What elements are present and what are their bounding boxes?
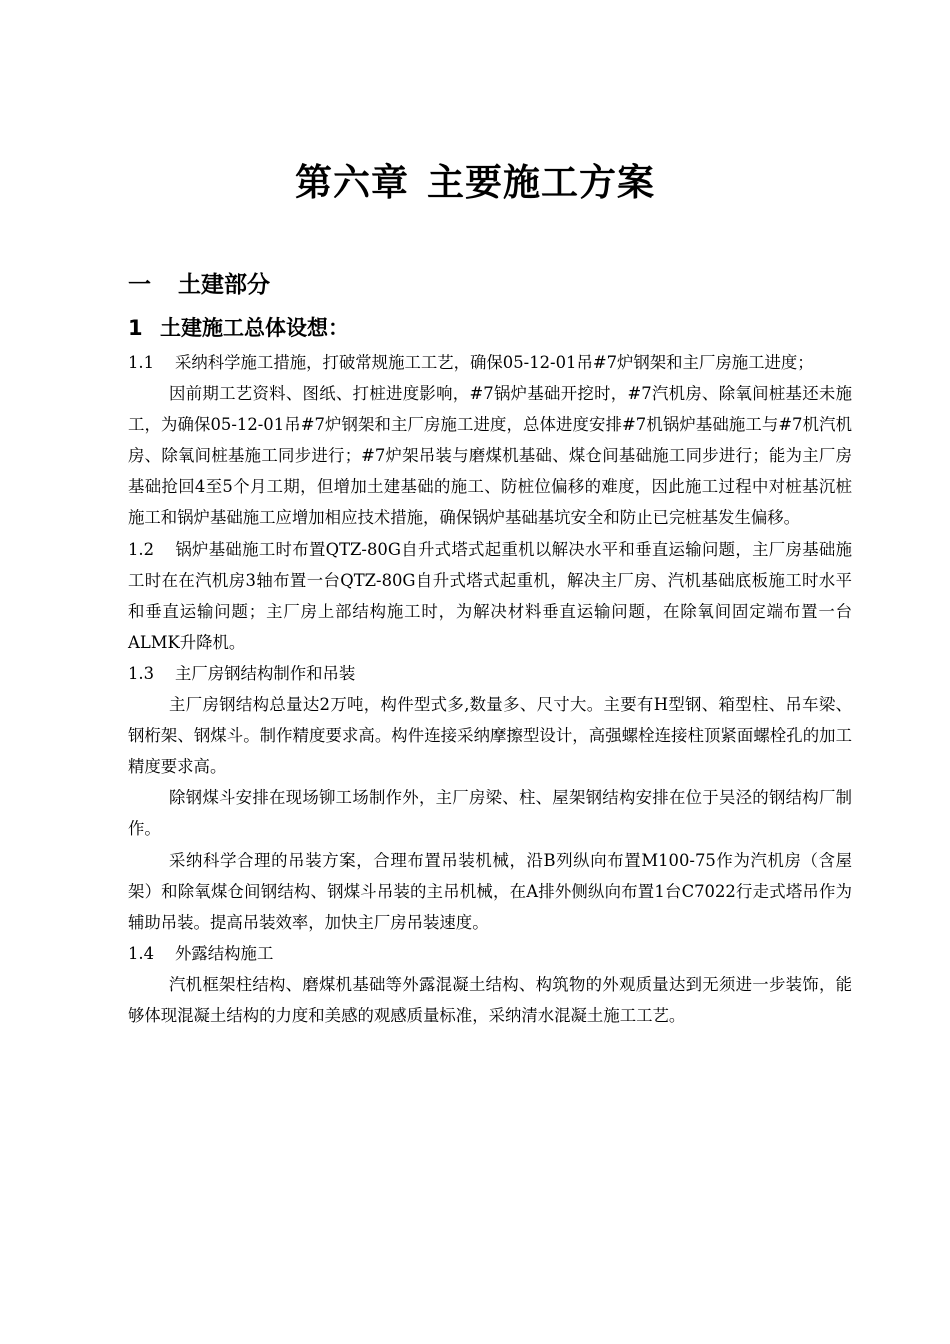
paragraph: 除钢煤斗安排在现场铆工场制作外，主厂房梁、柱、屋架钢结构安排在位于吴泾的钢结构厂制作。: [128, 788, 852, 839]
subsection-title: 土建施工总体设想：: [160, 316, 349, 340]
section-heading: [128, 266, 270, 299]
subsection-heading: [128, 312, 349, 342]
item-number: 1.2: [128, 539, 155, 559]
item-text: 外露结构施工: [175, 943, 274, 963]
paragraph: 采纳科学合理的吊装方案，合理布置吊装机械，沿B列纵向布置M100-75作为汽机房（含屋架）和除氧煤仓间钢结构、钢煤斗吊装的主吊机械，在A排外侧纵向布置1台C7022行走式塔吊作为辅助吊装。提高吊装效率，加快主厂房吊装速度。: [128, 850, 852, 932]
item-number: 1.4: [128, 943, 155, 963]
section-title: 土建部分: [178, 272, 270, 298]
item-1-2: [128, 534, 852, 658]
paragraph: 汽机框架柱结构、磨煤机基础等外露混凝土结构、构筑物的外观质量达到无须进一步装饰，能够体现混凝土结构的力度和美感的观感质量标准，采纳清水混凝土施工工艺。: [128, 974, 852, 1025]
chapter-title: [0, 152, 950, 206]
item-text: 主厂房钢结构制作和吊装: [175, 663, 356, 683]
paragraph: 因前期工艺资料、图纸、打桩进度影响，#7锅炉基础开挖时，#7汽机房、除氧间桩基还未施工，为确保05-12-01吊#7炉钢架和主厂房施工进度，总体进度安排#7机锅炉基础施工与#7机汽机房、除氧间桩基施工同步进行；#7炉架吊装与磨煤机基础、煤仓间基础施工同步进行；能为主厂房基础抢回4至5个月工期，但增加土建基础的施工、防桩位偏移的难度，因此施工过程中对桩基沉桩施工和锅炉基础施工应增加相应技术措施，确保锅炉基础基坑安全和防止已完桩基发生偏移。: [128, 384, 852, 528]
item-text: 采纳科学施工措施，打破常规施工工艺，确保05-12-01吊#7炉钢架和主厂房施工进度；: [175, 353, 814, 372]
subsection-number: 1: [128, 316, 143, 340]
item-1-4: [128, 938, 852, 969]
item-number: 1.3: [128, 663, 155, 683]
chapter-number: 第六章: [295, 161, 409, 204]
item-text: 锅炉基础施工时布置QTZ-80G自升式塔式起重机以解决水平和垂直运输问题，主厂房基础施工时在在汽机房3轴布置一台QTZ-80G自升式塔式起重机，解决主厂房、汽机基础底板施工时水平和垂直运输问题；主厂房上部结构施工时，为解决材料垂直运输问题，在除氧间固定端布置一台ALMK升降机。: [128, 539, 852, 652]
section-number: 一: [128, 272, 151, 298]
item-1-1: [128, 347, 852, 378]
body-text: [128, 347, 852, 1031]
paragraph: 主厂房钢结构总量达2万吨，构件型式多,数量多、尺寸大。主要有H型钢、箱型柱、吊车梁、钢桁架、钢煤斗。制作精度要求高。构件连接采纳摩擦型设计，高强螺栓连接柱顶紧面螺栓孔的加工精度要求高。: [128, 695, 852, 777]
chapter-name: 主要施工方案: [427, 161, 655, 204]
item-1-3: [128, 658, 852, 689]
item-number: 1.1: [128, 353, 155, 372]
